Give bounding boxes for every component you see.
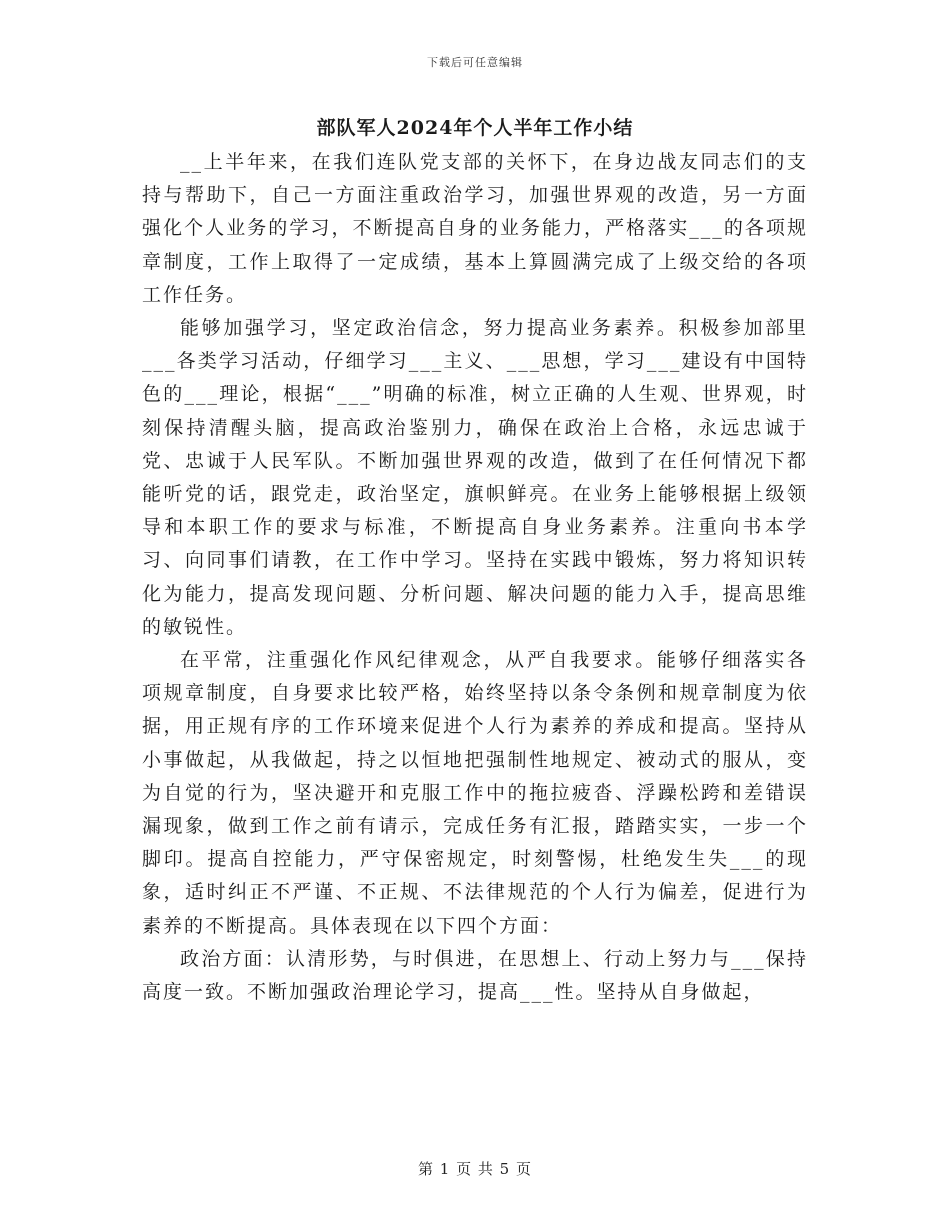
document-title: 部队军人2024年个人半年工作小结 (316, 117, 634, 139)
paragraph-intro: __上半年来，在我们连队党支部的关怀下，在身边战友同志们的支持与帮助下，自己一方面注重政治学习，加强世界观的改造，另一方面强化个人业务的学习，不断提高自身的业务能力，严格落实___的各项规章制度，工作上取得了一定成绩，基本上算圆满完成了上级交给的各项工作任务。 (142, 151, 808, 306)
header-note: 下载后可任意编辑 (427, 56, 523, 69)
page-number: 第 1 页 共 5 页 (418, 1160, 532, 1178)
paragraph-politics: 政治方面：认清形势，与时俱进，在思想上、行动上努力与___保持高度一致。不断加强政治理论学习，提高___性。坚持从自身做起， (142, 947, 808, 1004)
document-body (142, 146, 808, 1009)
paragraph-study: 能够加强学习，坚定政治信念，努力提高业务素养。积极参加部里___各类学习活动，仔细学习___主义、___思想，学习___建设有中国特色的___理论，根据“___”明确的标准，树立正确的人生观、世界观，时刻保持清醒头脑，提高政治鉴别力，确保在政治上合格，永远忠诚于党、忠诚于人民军队。不断加强世界观的改造，做到了在任何情况下都能听党的话，跟党走，政治坚定，旗帜鲜亮。在业务上能够根据上级领导和本职工作的要求与标准，不断提高自身业务素养。注重向书本学习、向同事们请教，在工作中学习。坚持在实践中锻炼，努力将知识转化为能力，提高发现问题、分析问题、解决问题的能力入手，提高思维的敏锐性。 (142, 317, 808, 638)
paragraph-discipline: 在平常，注重强化作风纪律观念，从严自我要求。能够仔细落实各项规章制度，自身要求比较严格，始终坚持以条令条例和规章制度为依据，用正规有序的工作环境来促进个人行为素养的养成和提高。坚持从小事做起，从我做起，持之以恒地把强制性地规定、被动式的服从，变为自觉的行为，坚决避开和克服工作中的拖拉疲沓、浮躁松跨和差错误漏现象，做到工作之前有请示，完成任务有汇报，踏踏实实，一步一个脚印。提高自控能力，严守保密规定，时刻警惕，杜绝发生失___的现象，适时纠正不严谨、不正规、不法律规范的个人行为偏差，促进行为素养的不断提高。具体表现在以下四个方面： (142, 649, 808, 937)
